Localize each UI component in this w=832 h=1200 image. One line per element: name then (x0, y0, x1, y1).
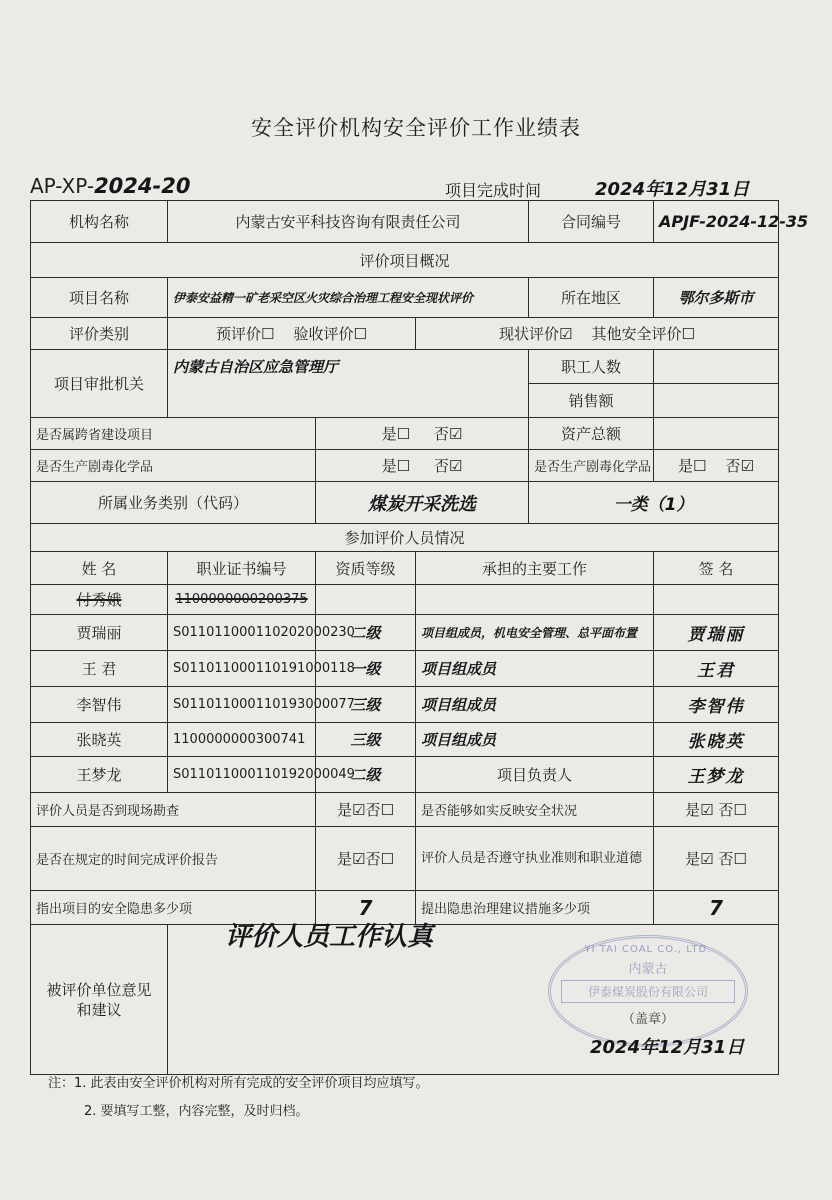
reflect-status-options (654, 793, 779, 827)
person-sign: 贾瑞丽 (654, 615, 779, 651)
ethics-yes[interactable]: 是☑ (685, 850, 714, 868)
person-work: 项目负责人 (416, 757, 654, 793)
other-eval-checkbox[interactable]: 其他安全评价☐ (591, 325, 695, 343)
person-cert: S011011000110191000118 (168, 651, 316, 687)
seal-company-text: 伊泰煤炭股份有限公司 (561, 980, 735, 1003)
toxic-chemicals-label: 是否生产剧毒化学品 (31, 450, 316, 482)
col-header-cert: 职业证书编号 (168, 552, 316, 585)
toxic-chemicals-label-2: 是否生产剧毒化学品 (529, 450, 654, 482)
person-name: 王 君 (31, 651, 168, 687)
onsite-survey-options (316, 793, 416, 827)
approval-authority-value: 内蒙古自治区应急管理厅 (168, 350, 529, 418)
company-seal (548, 935, 748, 1047)
seal-english-text: YI TAI COAL CO., LTD. (584, 944, 712, 955)
reflect-no[interactable]: 否☐ (718, 801, 747, 819)
reflect-yes[interactable]: 是☑ (685, 801, 714, 819)
ontime-report-options (316, 827, 416, 891)
hazards-count-label: 指出项目的安全隐患多少项 (31, 891, 316, 925)
measures-count-value: 7 (654, 891, 779, 925)
assets-value[interactable] (654, 418, 779, 450)
cross-province-options (316, 418, 529, 450)
approval-authority-label: 项目审批机关 (31, 350, 168, 418)
note-2: 2. 要填写工整，内容完整，及时归档。 (84, 1104, 309, 1119)
sales-value[interactable] (654, 384, 779, 418)
person-cert: S011011000110202000230 (168, 615, 316, 651)
person-name: 王梦龙 (31, 757, 168, 793)
person-work: 项目组成员 (416, 651, 654, 687)
cross-province-no[interactable]: 否☑ (433, 425, 463, 443)
col-header-work: 承担的主要工作 (416, 552, 654, 585)
opinion-label: 被评价单位意见和建议 (31, 925, 168, 1075)
person-sign: 李智伟 (654, 687, 779, 723)
document-code (30, 174, 190, 198)
table-row (31, 615, 779, 651)
person-name: 张晓英 (31, 723, 168, 757)
ontime-yes[interactable]: 是☑ (337, 850, 366, 868)
completion-label: 项目完成时间 (445, 181, 542, 200)
person-level: 一级 (316, 651, 416, 687)
person-work: 项目组成员 (416, 687, 654, 723)
toxic2-yes[interactable]: 是☐ (678, 457, 707, 475)
accept-eval-checkbox[interactable]: 验收评价☐ (293, 325, 367, 343)
person-sign: 王梦龙 (654, 757, 779, 793)
business-category-value: 煤炭开采洗选 (316, 482, 529, 524)
person-work: 项目组成员 (416, 723, 654, 757)
org-name-label: 机构名称 (31, 201, 168, 243)
onsite-yes[interactable]: 是☑ (337, 801, 366, 819)
ethics-label: 评价人员是否遵守执业准则和职业道德 (416, 827, 654, 891)
toxic-yes[interactable]: 是☐ (381, 457, 411, 475)
col-header-sign: 签 名 (654, 552, 779, 585)
person-sign: 张晓英 (654, 723, 779, 757)
table-row (31, 723, 779, 757)
table-row (31, 651, 779, 687)
ontime-report-label: 是否在规定的时间完成评价报告 (31, 827, 316, 891)
reflect-status-label: 是否能够如实反映安全状况 (416, 793, 654, 827)
onsite-survey-label: 评价人员是否到现场勘查 (31, 793, 316, 827)
status-eval-checkbox[interactable]: 现状评价☑ (499, 325, 573, 343)
ontime-no[interactable]: 否☐ (365, 850, 394, 868)
business-category-label: 所属业务类别（代码） (31, 482, 316, 524)
toxic-chemicals-options-2 (654, 450, 779, 482)
person-work (416, 585, 654, 615)
person-level (316, 585, 416, 615)
staff-count-label: 职工人数 (529, 350, 654, 384)
person-level: 二级 (316, 757, 416, 793)
code-number: 2024-20 (94, 174, 191, 198)
col-header-name: 姓 名 (31, 552, 168, 585)
hazards-count-value: 7 (316, 891, 416, 925)
person-sign: 王君 (654, 651, 779, 687)
seal-label: （盖章） (621, 1012, 674, 1027)
ethics-no[interactable]: 否☐ (718, 850, 747, 868)
measures-count-label: 提出隐患治理建议措施多少项 (416, 891, 654, 925)
seal-region-text: 内蒙古 (628, 962, 668, 977)
eval-type-status-other (416, 318, 779, 350)
person-cert: S011011000110192000049 (168, 757, 316, 793)
opinion-text: 评价人员工作认真 (225, 922, 434, 952)
person-name: 李智伟 (31, 687, 168, 723)
contract-value: APJF-2024-12-35 (654, 201, 779, 243)
page-title: 安全评价机构安全评价工作业绩表 (251, 116, 581, 140)
col-header-level: 资质等级 (316, 552, 416, 585)
business-category-code: 一类（1） (529, 482, 779, 524)
toxic2-no[interactable]: 否☑ (725, 457, 754, 475)
toxic-chemicals-options (316, 450, 529, 482)
table-row (31, 687, 779, 723)
eval-type-label: 评价类别 (31, 318, 168, 350)
assets-label: 资产总额 (529, 418, 654, 450)
region-value: 鄂尔多斯市 (654, 278, 779, 318)
person-cert: 1100000000200375 (168, 585, 316, 615)
ethics-options (654, 827, 779, 891)
pre-eval-checkbox[interactable]: 预评价☐ (216, 325, 275, 343)
overview-header: 评价项目概况 (31, 243, 779, 278)
person-work: 项目组成员，机电安全管理、总平面布置 (416, 615, 654, 651)
onsite-no[interactable]: 否☐ (365, 801, 394, 819)
contract-label: 合同编号 (529, 201, 654, 243)
personnel-header: 参加评价人员情况 (31, 524, 779, 552)
org-name-value: 内蒙古安平科技咨询有限责任公司 (168, 201, 529, 243)
person-level: 三级 (316, 723, 416, 757)
completion-date: 2024年12月31日 (595, 179, 750, 200)
cross-province-label: 是否属跨省建设项目 (31, 418, 316, 450)
region-label: 所在地区 (529, 278, 654, 318)
person-cert: S011011000110193000077 (168, 687, 316, 723)
sales-label: 销售额 (529, 384, 654, 418)
person-name: 付秀娥 (31, 585, 168, 615)
staff-count-value[interactable] (654, 350, 779, 384)
project-name-label: 项目名称 (31, 278, 168, 318)
table-row (31, 585, 779, 615)
eval-type-pre-accept (168, 318, 416, 350)
table-row (31, 757, 779, 793)
person-level: 三级 (316, 687, 416, 723)
person-cert: 1100000000300741 (168, 723, 316, 757)
person-level: 二级 (316, 615, 416, 651)
note-1: 注：1. 此表由安全评价机构对所有完成的安全评价项目均应填写。 (48, 1076, 429, 1091)
person-sign (654, 585, 779, 615)
toxic-no[interactable]: 否☑ (433, 457, 463, 475)
project-name-value: 伊泰安益精一矿老采空区火灾综合治理工程安全现状评价 (168, 278, 529, 318)
opinion-date: 2024年12月31日 (590, 1037, 745, 1058)
cross-province-yes[interactable]: 是☐ (381, 425, 411, 443)
person-name: 贾瑞丽 (31, 615, 168, 651)
code-prefix: AP-XP- (30, 174, 95, 198)
